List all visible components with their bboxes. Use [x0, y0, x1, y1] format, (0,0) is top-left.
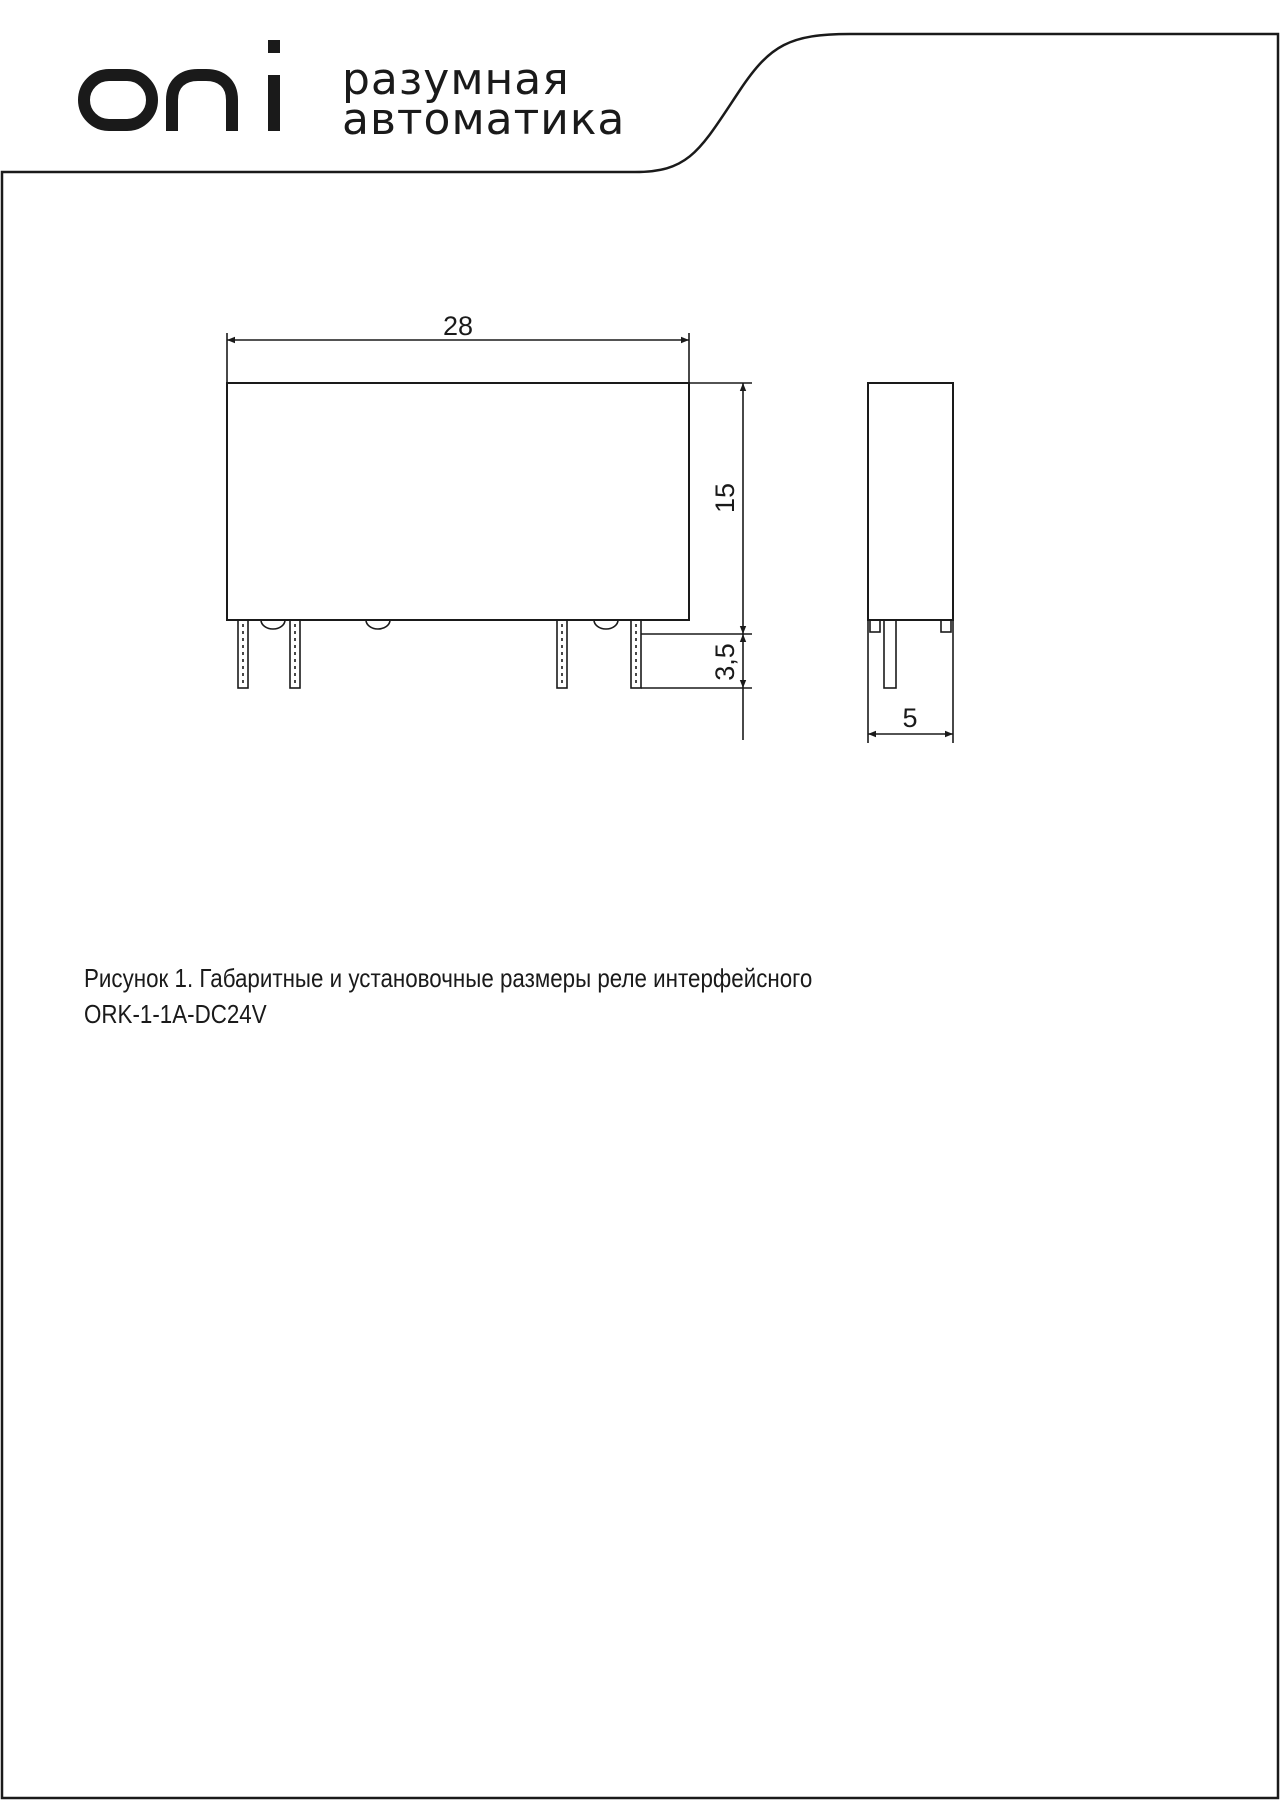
brand-tagline-line1: разумная — [342, 54, 570, 105]
relay-pin — [238, 620, 248, 688]
relay-body-front — [227, 383, 689, 620]
relay-pin-side — [884, 620, 896, 688]
dim-label-length: 28 — [442, 311, 474, 341]
dim-label-height: 15 — [710, 482, 740, 514]
standoff-bump — [261, 620, 285, 629]
standoff-bump — [366, 620, 390, 629]
logo-mark-text: oni — [78, 36, 80, 37]
brand-tagline-line2: автоматика — [342, 94, 626, 145]
relay-pin — [557, 620, 567, 688]
dim-label-pin-length: 3,5 — [710, 643, 740, 681]
standoff-bump — [594, 620, 618, 629]
figure-caption-line2: ORK-1-1A-DC24V — [84, 999, 267, 1029]
figure-caption — [84, 960, 1030, 1032]
dim-label-width: 5 — [902, 703, 918, 733]
relay-pin — [290, 620, 300, 688]
relay-body-side — [868, 383, 953, 620]
figure-caption-line1: Рисунок 1. Габаритные и установочные размеры реле интерфейсного — [84, 963, 813, 993]
relay-pin — [631, 620, 641, 688]
